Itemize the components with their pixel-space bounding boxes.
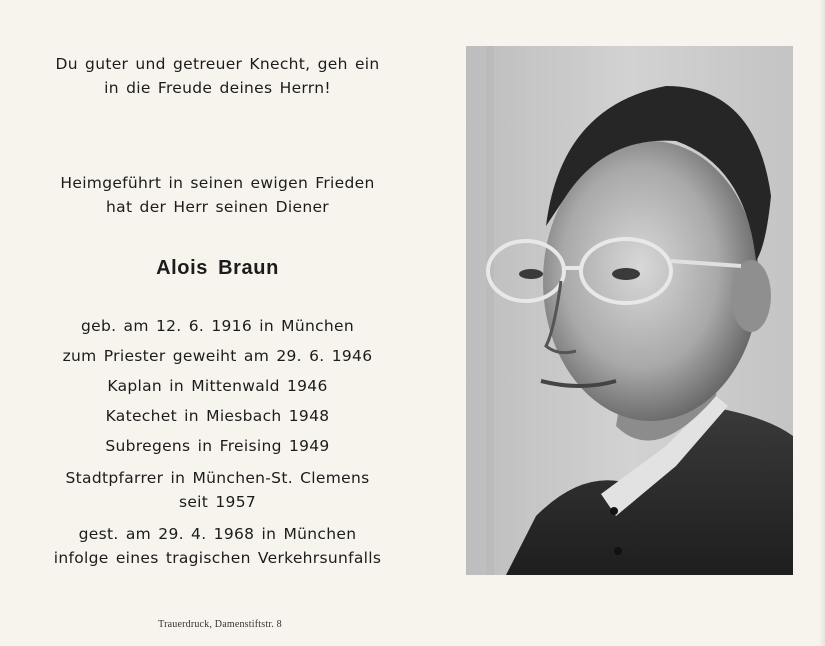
bio-line-katechet: Katechet in Miesbach 1948 bbox=[105, 407, 330, 425]
card-edge bbox=[819, 0, 825, 646]
printer-imprint: Trauerdruck, Damenstiftstr. 8 bbox=[158, 619, 282, 630]
portrait-illustration bbox=[466, 46, 793, 575]
bio-line-kaplan: Kaplan in Mittenwald 1946 bbox=[107, 377, 328, 395]
verse-line-1: Du guter und getreuer Knecht, geh ein bbox=[55, 55, 380, 73]
bio-line-death: gest. am 29. 4. 1968 in München bbox=[78, 525, 357, 543]
deceased-name: Alois Braun bbox=[156, 257, 279, 279]
bio-line-birth: geb. am 12. 6. 1916 in München bbox=[80, 317, 355, 335]
bio-line-subregens: Subregens in Freising 1949 bbox=[105, 437, 330, 455]
bio-line-cause: infolge eines tragischen Verkehrsunfalls bbox=[53, 549, 382, 567]
verse-line-2: in die Freude deines Herrn! bbox=[104, 79, 331, 97]
intro-line-1: Heimgeführt in seinen ewigen Frieden bbox=[60, 174, 375, 192]
bio-line-ordination: zum Priester geweiht am 29. 6. 1946 bbox=[62, 347, 373, 365]
portrait-photo bbox=[466, 46, 793, 575]
intro-line-2: hat der Herr seinen Diener bbox=[106, 198, 329, 216]
bio-line-stadtpfarrer: Stadtpfarrer in München-St. Clemens bbox=[65, 469, 370, 487]
bio-line-since: seit 1957 bbox=[178, 493, 257, 511]
